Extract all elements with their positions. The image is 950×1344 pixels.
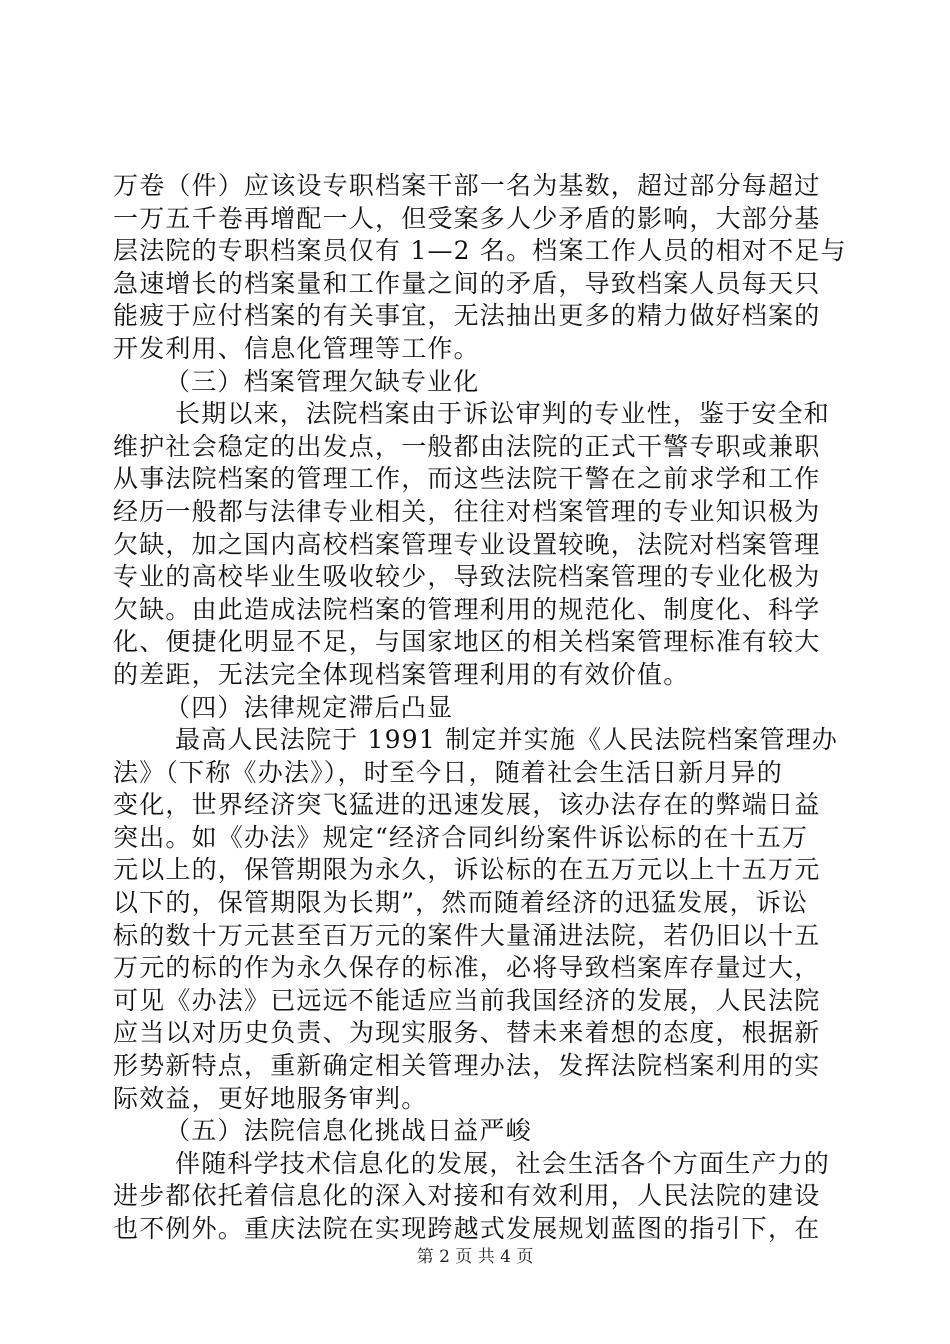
text-line: 标的数十万元甚至百万元的案件大量涌进法院，若仍旧以十五	[113, 920, 821, 950]
text-line: 突出。如《办法》规定“经济合同纠纷案件诉讼标的在十五万	[113, 822, 809, 852]
text-line: 法》（下称《办法》），时至今日，随着社会生活日新月异的	[113, 757, 783, 787]
text-line: 开发利用、信息化管理等工作。	[113, 333, 480, 363]
text-line: 从事法院档案的管理工作，而这些法院干警在之前求学和工作	[113, 464, 821, 494]
text-line: 长期以来，法院档案由于诉讼审判的专业性，鉴于安全和	[175, 399, 831, 429]
text-line: 欠缺。由此造成法院档案的管理利用的规范化、制度化、科学	[113, 594, 821, 624]
text-line: 的差距，无法完全体现档案管理利用的有效价值。	[113, 659, 690, 689]
text-line: 元以上的，保管期限为永久，诉讼标的在五万元以上十五万元	[113, 855, 821, 885]
text-line: 层法院的专职档案员仅有 1—2 名。档案工作人员的相对不足与	[113, 236, 847, 266]
page-number-footer: 第 2 页 共 4 页	[416, 1247, 534, 1267]
text-line: 进步都依托着信息化的深入对接和有效利用，人民法院的建设	[113, 1181, 821, 1211]
text-line: 维护社会稳定的出发点，一般都由法院的正式干警专职或兼职	[113, 431, 821, 461]
text-line: 变化，世界经济突飞猛进的迅速发展，该办法存在的弊端日益	[113, 790, 821, 820]
text-line: 可见《办法》已远远不能适应当前我国经济的发展，人民法院	[113, 985, 821, 1015]
text-line: 经历一般都与法律专业相关，往往对档案管理的专业知识极为	[113, 496, 821, 526]
text-line: 专业的高校毕业生吸收较少，导致法院档案管理的专业化极为	[113, 562, 821, 592]
text-line: 万卷（件）应该设专职档案干部一名为基数，超过部分每超过	[113, 171, 821, 200]
text-line: 能疲于应付档案的有关事宜，无法抽出更多的精力做好档案的	[113, 301, 821, 331]
text-line: 也不例外。重庆法院在实现跨越式发展规划蓝图的指引下，在	[113, 1214, 821, 1243]
text-line: 形势新特点，重新确定相关管理办法，发挥法院档案利用的实	[113, 1051, 821, 1081]
text-line: 欠缺，加之国内高校档案管理专业设置较晚，法院对档案管理	[113, 529, 821, 559]
text-line: 化、便捷化明显不足，与国家地区的相关档案管理标准有较大	[113, 627, 821, 657]
section-heading-5: （五）法院信息化挑战日益严峻	[165, 1116, 532, 1146]
text-line: 万元的标的作为永久保存的标准，必将导致档案库存量过大，	[113, 953, 821, 983]
text-line: 一万五千卷再增配一人，但受案多人少矛盾的影响，大部分基	[113, 203, 821, 233]
body-text	[113, 170, 847, 1246]
text-line: 伴随科学技术信息化的发展，社会生活各个方面生产力的	[175, 1148, 831, 1178]
section-heading-4: （四）法律规定滞后凸显	[165, 692, 454, 722]
text-line: 急速增长的档案量和工作量之间的矛盾，导致档案人员每天只	[113, 268, 821, 298]
text-line: 应当以对历史负责、为现实服务、替未来着想的态度，根据新	[113, 1018, 821, 1048]
section-heading-3: （三）档案管理欠缺专业化	[165, 366, 480, 396]
text-line: 际效益，更好地服务审判。	[113, 1083, 428, 1113]
text-line: 最高人民法院于 1991 制定并实施《人民法院档案管理办	[175, 725, 839, 755]
text-line: 以下的，保管期限为长期”，然而随着经济的迅猛发展，诉讼	[113, 888, 809, 918]
